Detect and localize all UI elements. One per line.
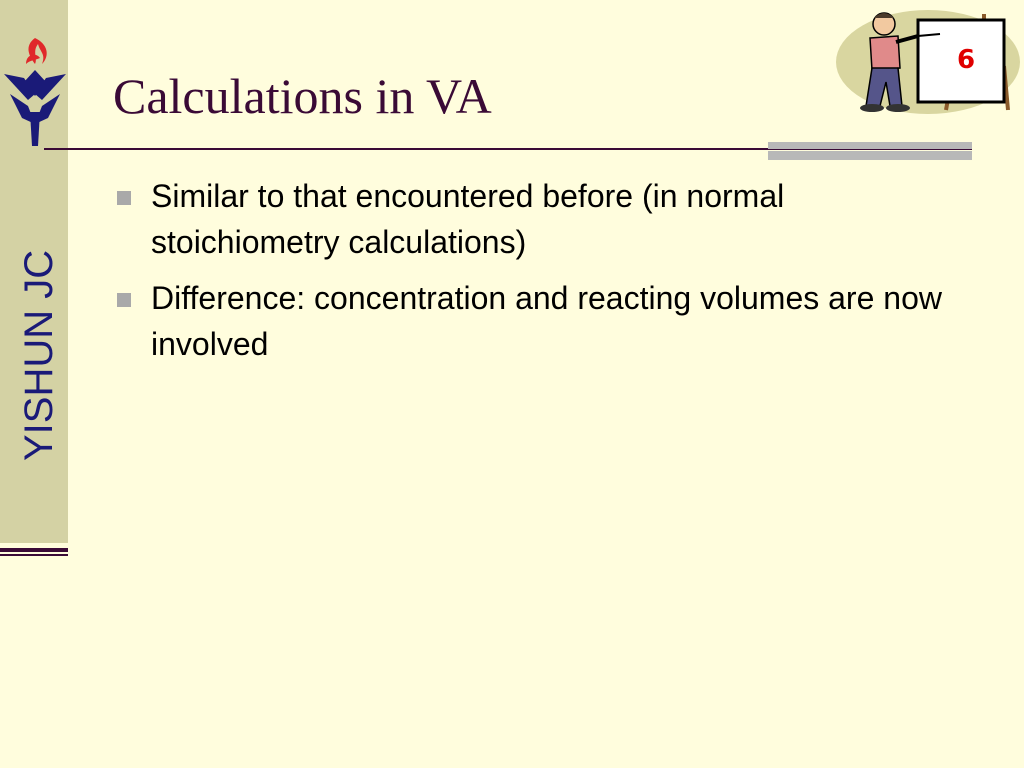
bullet-item <box>115 173 975 265</box>
bullet-square-icon <box>117 293 131 307</box>
bullet-text: Difference: concentration and reacting volumes are now involved <box>151 280 942 362</box>
sidebar-vertical-label: YISHUN JC <box>17 249 61 461</box>
sidebar-divider <box>0 543 68 545</box>
sidebar-accent-bar <box>0 554 68 556</box>
page-number: 6 <box>956 45 976 75</box>
bullet-list <box>115 173 975 377</box>
title-accent-bar <box>768 142 972 149</box>
teacher-with-board-icon <box>836 6 1021 116</box>
sidebar <box>0 0 68 543</box>
school-crest-icon <box>2 34 68 150</box>
bullet-square-icon <box>117 191 131 205</box>
bullet-text: Similar to that encountered before (in normal stoichiometry calculations) <box>151 178 785 260</box>
bullet-item <box>115 275 975 367</box>
slide-title: Calculations in VA <box>113 68 492 124</box>
title-accent-bar <box>768 151 972 160</box>
sidebar-accent-bar <box>0 548 68 552</box>
